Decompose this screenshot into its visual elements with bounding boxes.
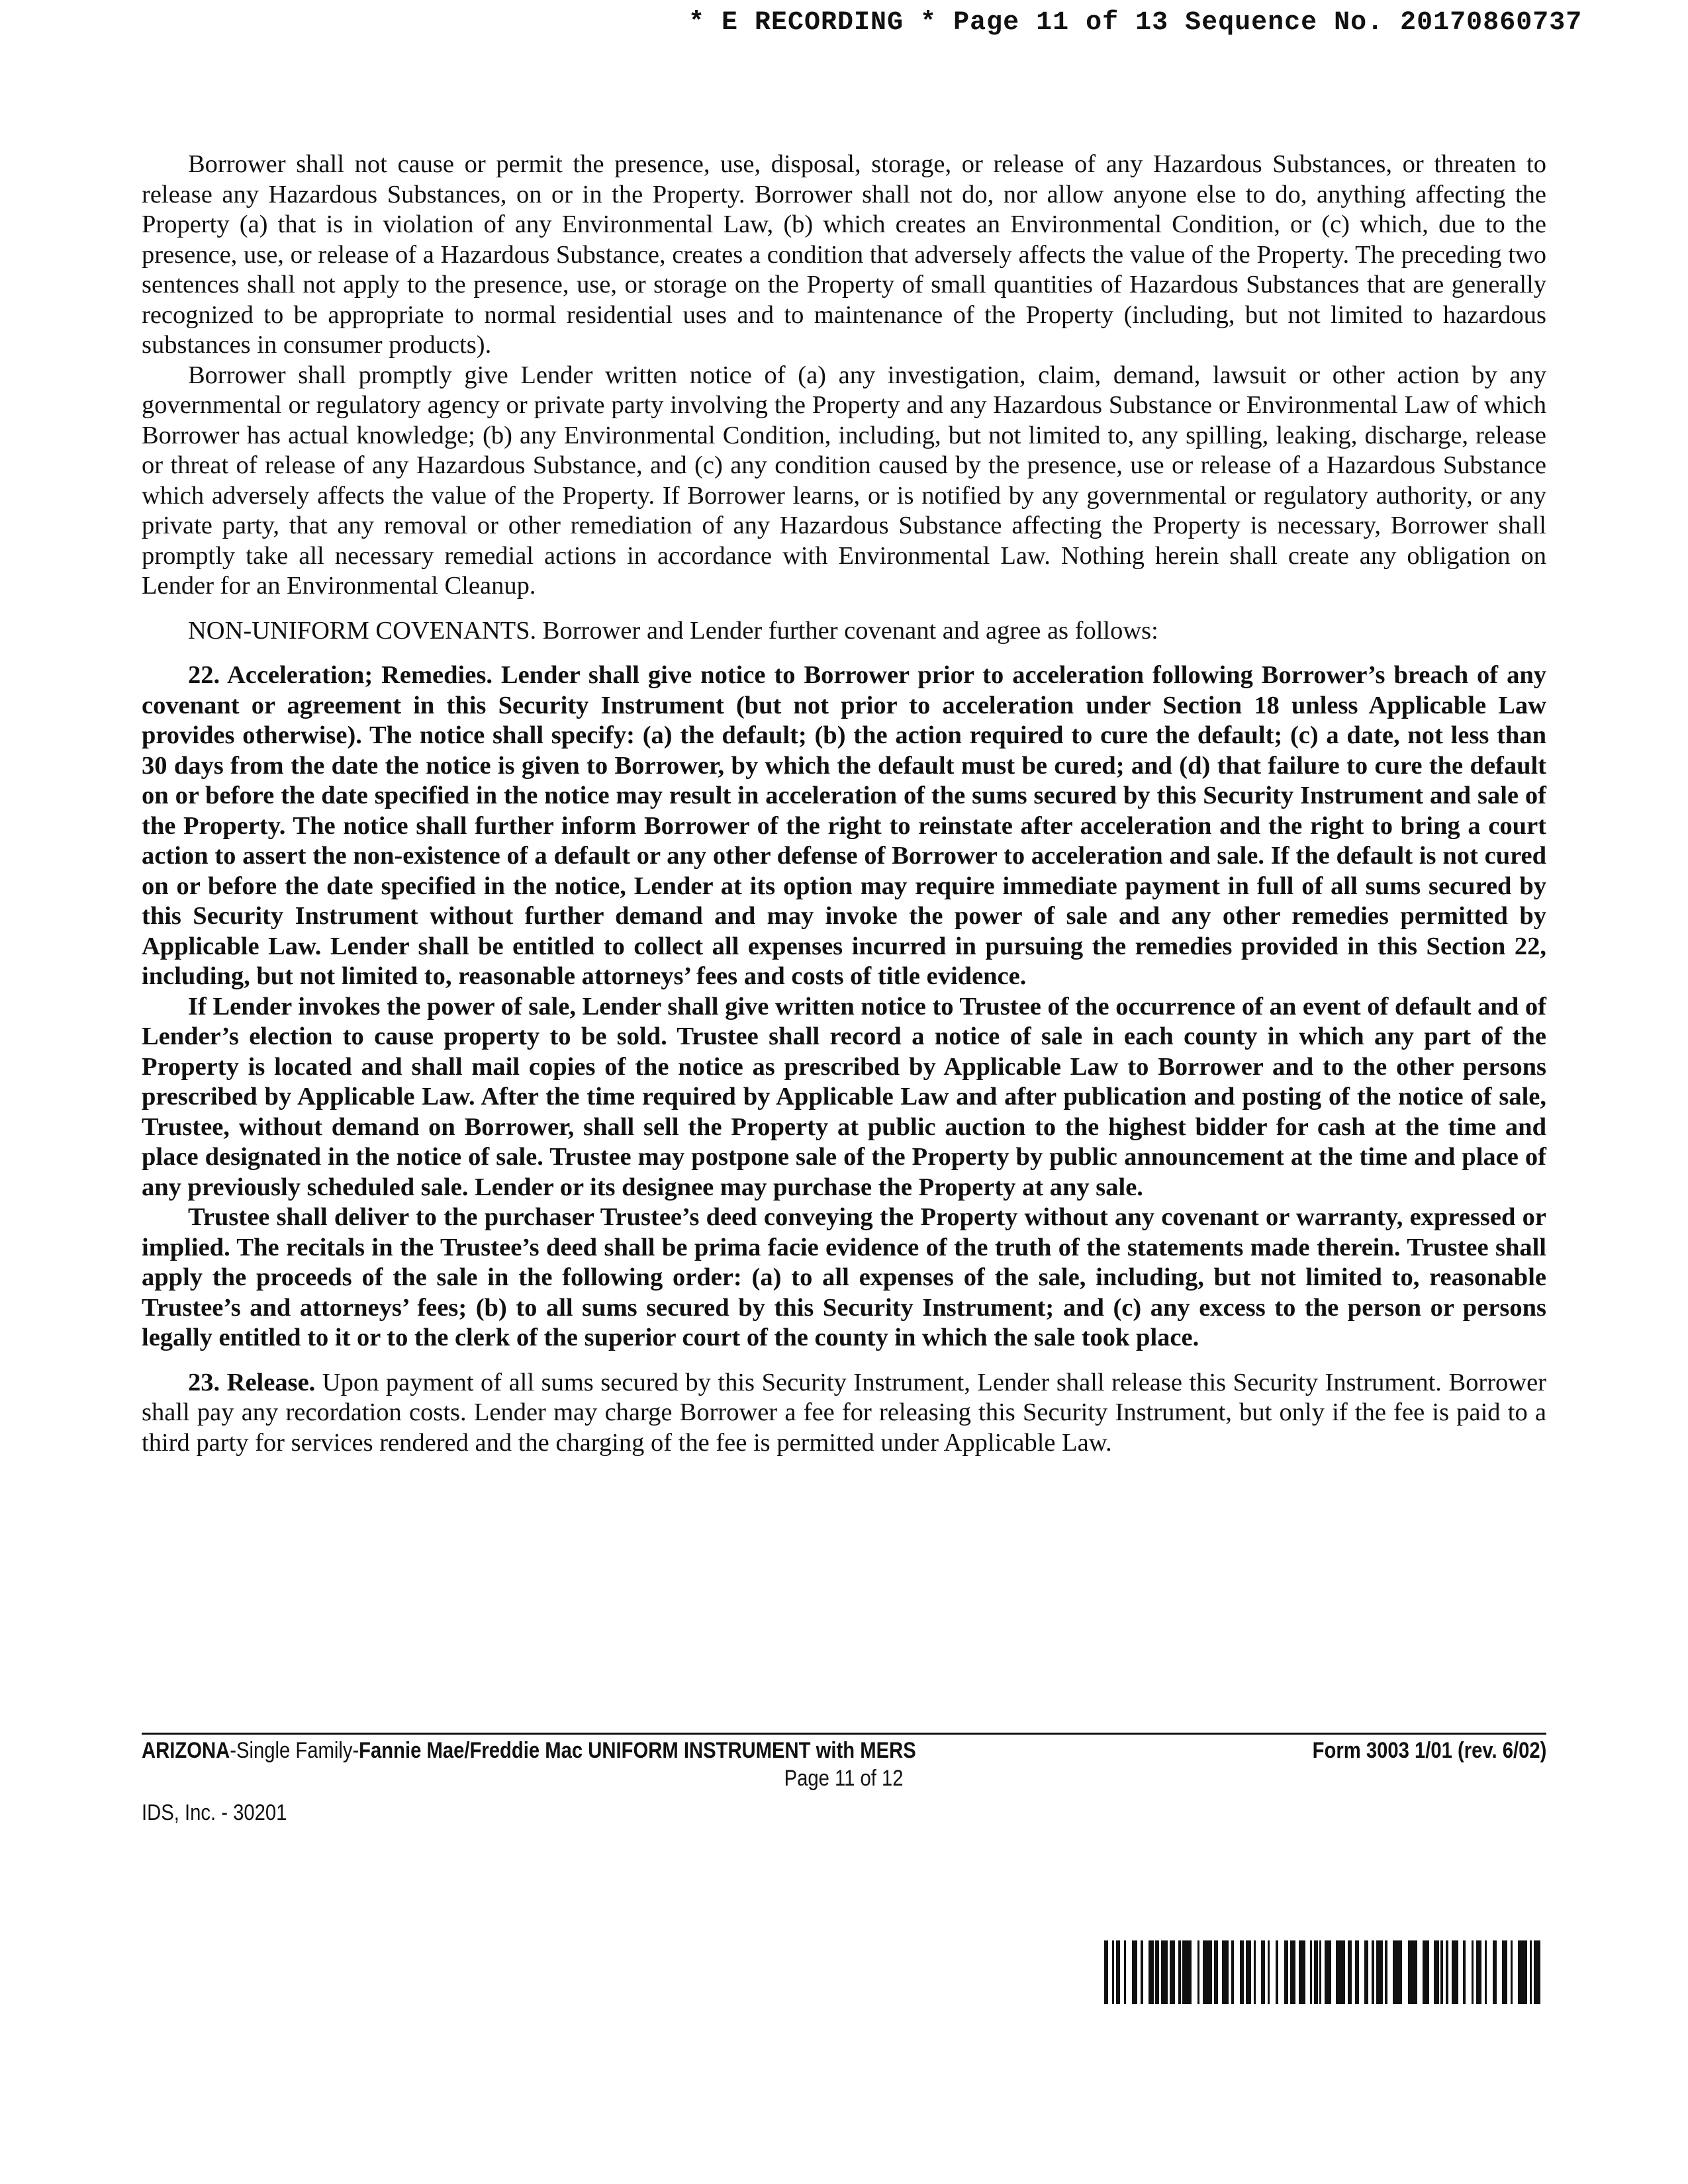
barcode-bar bbox=[1203, 1940, 1212, 2004]
barcode-bar bbox=[1493, 1940, 1497, 2004]
barcode-bar bbox=[1446, 1940, 1448, 2004]
barcode-bar bbox=[1290, 1940, 1295, 2004]
barcode-bar bbox=[1434, 1940, 1439, 2004]
barcode-bar bbox=[1178, 1940, 1181, 2004]
barcode-bar bbox=[1246, 1940, 1251, 2004]
hazardous-paragraph-2: Borrower shall promptly give Lender written notice of (a) any investigation, claim, demand, lawsuit or other action by any governmental or regulatory agency or private party involving the Property and any Hazardous Substance or Environmental Law of which Borrower has actual knowledge; (b) any Environmental Condition, including, but not limited to, any spilling, leaking, discharge, release or threat of release of any Hazardous Substance, and (c) any condition caused by the presence, use or release of a Hazardous Substance which adversely affects the value of the Property. If Borrower learns, or is notified by any governmental or regulatory authority, or any private party, that any removal or other remediation of any Hazardous Substance affecting the Property is necessary, Borrower shall promptly take all necessary remedial actions in accordance with Environmental Law. Nothing herein shall create any obligation on Lender for an Environmental Cleanup. bbox=[142, 361, 1546, 600]
barcode-bar bbox=[1231, 1940, 1234, 2004]
barcode-bar bbox=[1452, 1940, 1458, 2004]
barcode-bar bbox=[1423, 1940, 1429, 2004]
barcode-bar bbox=[1355, 1940, 1359, 2004]
barcode-bar bbox=[1348, 1940, 1352, 2004]
footer-form-title bbox=[142, 1738, 1068, 1764]
document-body bbox=[142, 150, 1546, 1458]
barcode-bar bbox=[1170, 1940, 1175, 2004]
barcode-bar bbox=[1268, 1940, 1270, 2004]
barcode-bar bbox=[1124, 1940, 1126, 2004]
barcode-bar bbox=[1364, 1940, 1368, 2004]
recording-stamp: * E RECORDING * Page 11 of 13 Sequence No. 20170860737 bbox=[688, 8, 1583, 38]
footer-vendor bbox=[142, 1800, 310, 1826]
barcode-bar bbox=[1476, 1940, 1481, 2004]
barcode-bar bbox=[1310, 1940, 1312, 2004]
barcode-bar bbox=[1372, 1940, 1374, 2004]
footer-family: -Single Family- bbox=[230, 1738, 359, 1763]
barcode-bar bbox=[1393, 1940, 1402, 2004]
barcode-bar bbox=[1240, 1940, 1244, 2004]
barcode-bar bbox=[1472, 1940, 1474, 2004]
barcode-bar bbox=[1325, 1940, 1331, 2004]
barcode-bar bbox=[1319, 1940, 1321, 2004]
barcode-bar bbox=[1534, 1940, 1540, 2004]
barcode-bar bbox=[1511, 1940, 1513, 2004]
power-of-sale-paragraph: If Lender invokes the power of sale, Lender shall give written notice to Trustee of the occurrence of an event of default and of Lender’s election to cause property to be sold. Trustee shall record a notice of sale in each county in which any part of the Property is located and shall mail copies of the notice as prescribed by Applicable Law to Borrower and to the other persons prescribed by Applicable Law. After the time required by Applicable Law and after publication and posting of the notice of sale, Trustee, without demand on Borrower, shall sell the Property at public auction to the highest bidder for cash at the time and place designated in the notice of sale. Trustee may postpone sale of the Property by public announcement at the time and place of any previously scheduled sale. Lender or its designee may purchase the Property at any sale. bbox=[142, 992, 1546, 1201]
barcode-bar bbox=[1385, 1940, 1387, 2004]
footer-vendor-text: IDS, Inc. - 30201 bbox=[142, 1800, 287, 1825]
non-uniform-covenants-paragraph: NON-UNIFORM COVENANTS. Borrower and Lender further covenant and agree as follows: bbox=[188, 616, 1158, 645]
barcode-bar bbox=[1112, 1940, 1114, 2004]
section-23-text: Upon payment of all sums secured by this Security Instrument, Lender shall release this Security Instrument. Borrower shall pay any recordation costs. Lender may charge Borrower a fee for releasing this Security Instrument, but only if the fee is paid to a third party for services rendered and the charging of the fee is permitted under Applicable Law. bbox=[142, 1368, 1546, 1457]
barcode-bar bbox=[1214, 1940, 1218, 2004]
barcode-bar bbox=[1408, 1940, 1417, 2004]
barcode-bar bbox=[1161, 1940, 1168, 2004]
barcode-bar bbox=[1197, 1940, 1199, 2004]
footer-state: ARIZONA bbox=[142, 1738, 230, 1763]
barcode-bar bbox=[1376, 1940, 1383, 2004]
barcode-bar bbox=[1314, 1940, 1318, 2004]
barcode-bar bbox=[1299, 1940, 1305, 2004]
barcode-bar bbox=[1530, 1940, 1532, 2004]
section-22-paragraph: 22. Acceleration; Remedies. Lender shall give notice to Borrower prior to acceleration following Borrower’s breach of any covenant or agreement in this Security Instrument (but not prior to acceleration under Section 18 unless Applicable Law provides otherwise). The notice shall specify: (a) the default; (b) the action required to cure the default; (c) a date, not less than 30 days from the date the notice is given to Borrower, by which the default must be cured; and (d) that failure to cure the default on or before the date specified in the notice may result in acceleration of the sums secured by this Security Instrument and sale of the Property. The notice shall further inform Borrower of the right to reinstate after acceleration and the right to bring a court action to assert the non-existence of a default or any other defense of Borrower to acceleration and sale. If the default is not cured on or before the date specified in the notice, Lender at its option may require immediate payment in full of all sums secured by this Security Instrument without further demand and may invoke the power of sale and any other remedies permitted by Applicable Law. Lender shall be entitled to collect all expenses incurred in pursuing the remedies provided in this Section 22, including, but not limited to, reasonable attorneys’ fees and costs of title evidence. bbox=[142, 661, 1546, 990]
barcode-bar bbox=[1222, 1940, 1229, 2004]
trustee-deed-paragraph: Trustee shall deliver to the purchaser Trustee’s deed conveying the Property without any covenant or warranty, expressed or implied. The recitals in the Trustee’s deed shall be prima facie evidence of the truth of the statements made therein. Trustee shall apply the proceeds of the sale in the following order: (a) to all expenses of the sale, including, but not limited to, reasonable Trustee’s and attorneys’ fees; (b) to all sums secured by this Security Instrument; and (c) any excess to the person or persons legally entitled to it or to the clerk of the superior court of the county in which the sale took place. bbox=[142, 1203, 1546, 1351]
barcode-bar bbox=[1116, 1940, 1120, 2004]
hazardous-paragraph-1: Borrower shall not cause or permit the presence, use, disposal, storage, or release of any Hazardous Substances, or threaten to release any Hazardous Substances, on or in the Property. Borrower shall not do, nor allow anyone else to do, anything affecting the Property (a) that is in violation of any Environmental Law, (b) which creates an Environmental Condition, or (c) which, due to the presence, use, or release of a Hazardous Substance, creates a condition that adversely affects the value of the Property. The preceding two sentences shall not apply to the presence, use, or storage on the Property of small quantities of Hazardous Substances that are generally recognized to be appropriate to normal residential uses and to maintenance of the Property (including, but not limited to hazardous substances in consumer products). bbox=[142, 150, 1546, 359]
barcode-bar bbox=[1132, 1940, 1137, 2004]
section-23-paragraph bbox=[142, 1368, 1546, 1459]
footer-instrument: Fannie Mae/Freddie Mac UNIFORM INSTRUMENT with MERS bbox=[359, 1738, 916, 1763]
barcode-bar bbox=[1518, 1940, 1527, 2004]
section-23-heading: 23. Release. bbox=[188, 1368, 316, 1396]
footer-form-number bbox=[1258, 1738, 1546, 1764]
barcode-bar bbox=[1485, 1940, 1487, 2004]
footer-form-text: Form 3003 1/01 (rev. 6/02) bbox=[1312, 1738, 1546, 1763]
footer-page-text: Page 11 of 12 bbox=[784, 1766, 904, 1791]
barcode-bar bbox=[1254, 1940, 1256, 2004]
barcode-bar bbox=[1336, 1940, 1345, 2004]
footer-divider bbox=[142, 1733, 1546, 1735]
barcode-bar bbox=[1440, 1940, 1443, 2004]
footer-page-number bbox=[662, 1766, 1026, 1792]
barcode-icon bbox=[1104, 1940, 1542, 2004]
barcode-bar bbox=[1502, 1940, 1507, 2004]
barcode-bar bbox=[1261, 1940, 1265, 2004]
barcode-bar bbox=[1182, 1940, 1192, 2004]
barcode-bar bbox=[1276, 1940, 1278, 2004]
barcode-bar bbox=[1284, 1940, 1288, 2004]
barcode-bar bbox=[1141, 1940, 1143, 2004]
barcode-bar bbox=[1149, 1940, 1154, 2004]
barcode-bar bbox=[1155, 1940, 1159, 2004]
barcode-bar bbox=[1463, 1940, 1466, 2004]
barcode-bar bbox=[1104, 1940, 1108, 2004]
